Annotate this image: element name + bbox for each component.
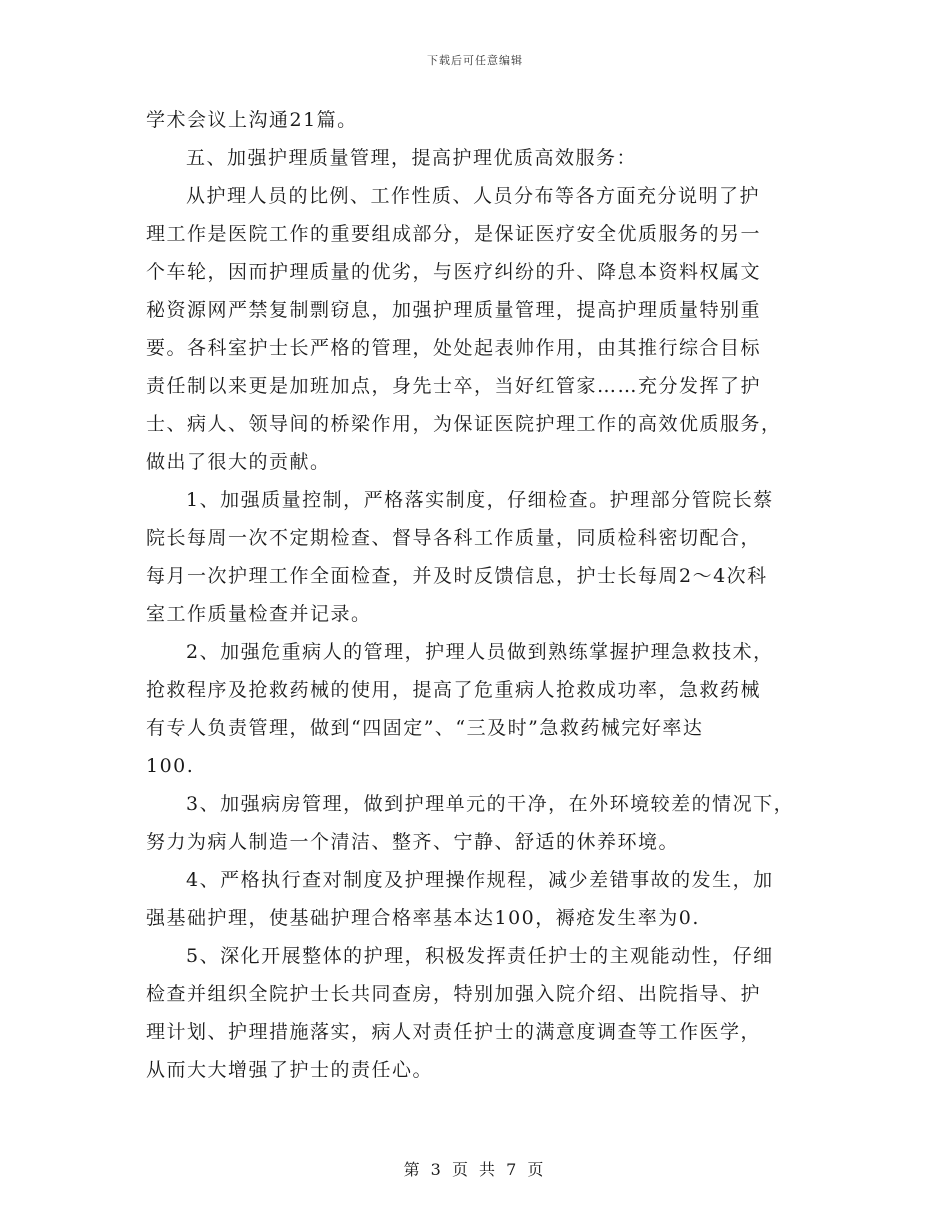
text-line: 检查并组织全院护士长共同查房，特别加强入院介绍、出院指导、护 xyxy=(146,983,762,1005)
text-line: 做出了很大的贡献。 xyxy=(146,451,331,473)
text-line: 秘资源网严禁复制剽窃息，加强护理质量管理，提高护理质量特别重 xyxy=(146,299,762,321)
text-line: 强基础护理，使基础护理合格率基本达100，褥疮发生率为0. xyxy=(146,907,700,929)
text-line: 理计划、护理措施落实，病人对责任护士的满意度调查等工作医学， xyxy=(146,1021,762,1043)
text-line: 责任制以来更是加班加点，身先士卒，当好红管家……充分发挥了护 xyxy=(146,375,762,397)
text-line: 有专人负责管理，做到“四固定”、“三及时”急救药械完好率达 xyxy=(146,717,704,739)
text-line: 2、加强危重病人的管理，护理人员做到熟练掌握护理急救技术， xyxy=(186,641,774,663)
document-body xyxy=(146,101,836,1089)
text-line: 从护理人员的比例、工作性质、人员分布等各方面充分说明了护 xyxy=(186,185,761,207)
page-header: 下载后可任意编辑 xyxy=(427,54,523,67)
text-line: 个车轮，因而护理质量的优劣，与医疗纠纷的升、降息本资料权属文 xyxy=(146,261,762,283)
page-number: 第 3 页 共 7 页 xyxy=(403,1160,547,1179)
text-line: 理工作是医院工作的重要组成部分，是保证医疗安全优质服务的另一 xyxy=(146,223,762,245)
text-line: 从而大大增强了护士的责任心。 xyxy=(146,1059,434,1081)
text-line: 室工作质量检查并记录。 xyxy=(146,603,372,625)
text-line: 士、病人、领导间的桥梁作用，为保证医院护理工作的高效优质服务， xyxy=(146,413,782,435)
text-line: 3、加强病房管理，做到护理单元的干净，在外环境较差的情况下， xyxy=(186,793,795,815)
text-line: 院长每周一次不定期检查、督导各科工作质量，同质检科密切配合， xyxy=(146,527,762,549)
text-line: 1、加强质量控制，严格落实制度，仔细检查。护理部分管院长蔡 xyxy=(186,489,774,511)
text-line: 抢救程序及抢救药械的使用，提高了危重病人抢救成功率，急救药械 xyxy=(146,679,762,701)
text-line: 100. xyxy=(146,755,195,777)
text-line: 每月一次护理工作全面检查，并及时反馈信息，护士长每周2～4次科 xyxy=(146,565,768,587)
section-heading: 五、加强护理质量管理，提高护理优质高效服务： xyxy=(186,147,638,169)
text-line: 4、严格执行查对制度及护理操作规程，减少差错事故的发生，加 xyxy=(186,869,774,891)
text-line: 5、深化开展整体的护理，积极发挥责任护士的主观能动性，仔细 xyxy=(186,945,774,967)
text-line: 要。各科室护士长严格的管理，处处起表帅作用，由其推行综合目标 xyxy=(146,337,762,359)
text-line: 努力为病人制造一个清洁、整齐、宁静、舒适的休养环境。 xyxy=(146,831,680,853)
text-line: 学术会议上沟通21篇。 xyxy=(146,109,358,131)
